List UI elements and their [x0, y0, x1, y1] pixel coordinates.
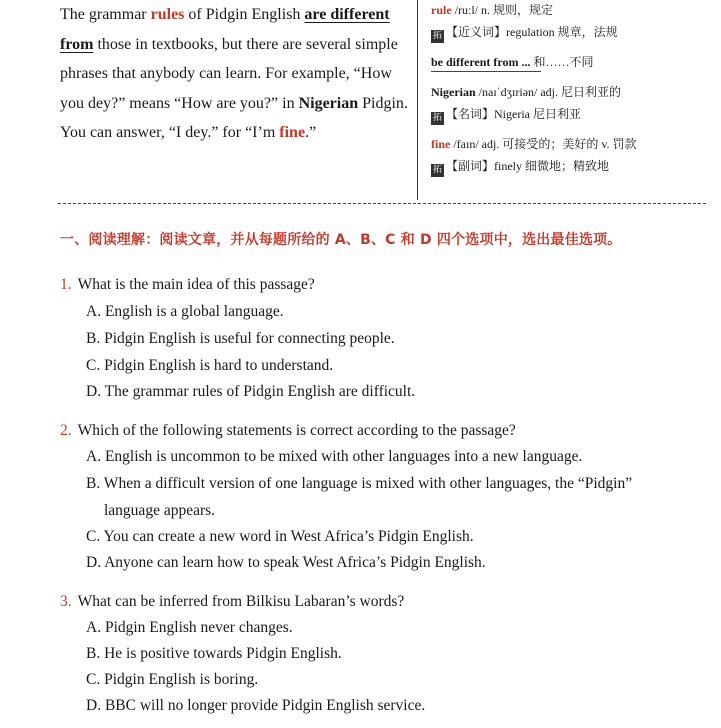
question-text: What is the main idea of this passage? [77, 276, 315, 293]
option-3a[interactable]: A. Pidgin English never changes. [86, 619, 293, 636]
question-number: 3. [60, 593, 72, 610]
passage-line [60, 0, 408, 30]
passage-line [60, 89, 408, 119]
glossary-fine-entry [431, 137, 637, 151]
glossary-def: /naɪˈdʒɪriən/ adj. 尼日利亚的 [475, 85, 621, 99]
tag-icon: 拓 [432, 165, 442, 175]
passage-text: The grammar [60, 6, 151, 23]
option-1d[interactable]: D. The grammar rules of Pidgin English are difficult. [86, 383, 416, 400]
question-number: 1. [60, 276, 72, 293]
glossary-word: fine [431, 137, 451, 151]
option-3c[interactable]: C. Pidgin English is boring. [86, 671, 259, 688]
option-2b-continued: language appears. [104, 502, 216, 519]
option-2a[interactable]: A. English is uncommon to be mixed with other languages into a new language. [86, 448, 583, 465]
passage-text: from [60, 35, 94, 53]
option-3b[interactable]: B. He is positive towards Pidgin English. [86, 645, 342, 662]
glossary-word: Nigerian [431, 85, 476, 99]
passage-text: those in textbooks, but there are several simple [93, 35, 398, 53]
option-1b[interactable]: B. Pidgin English is useful for connecting people. [86, 330, 395, 347]
option-1a[interactable]: A. English is a global language. [86, 303, 284, 320]
glossary-word: rule [431, 3, 452, 17]
section-instruction: 一、阅读理解：阅读文章，并从每题所给的 A、B、C 和 D 四个选项中，选出最佳选项。 [60, 232, 622, 248]
tag-icon: 拓 [432, 113, 442, 123]
option-3d[interactable]: D. BBC will no longer provide Pidgin English service. [86, 697, 426, 714]
glossary-def: /ruːl/ n. 规则，规定 [451, 3, 554, 17]
glossary-extra: 【副词】finely 细微地；精致地 [446, 159, 609, 173]
passage-text: fine [279, 124, 306, 141]
question-3 [60, 593, 404, 611]
glossary-extra: 【名词】Nigeria 尼日利亚 [446, 107, 581, 121]
passage-text: of Pidgin English [184, 6, 305, 23]
glossary-nigerian-extra [431, 107, 581, 125]
question-number: 2. [60, 422, 72, 439]
glossary-rule-extra [431, 25, 618, 43]
passage-text: rules [150, 6, 185, 23]
column-divider [417, 0, 418, 200]
passage-text: phrases that anybody can learn. For example, “How [60, 65, 392, 82]
glossary-def: /faɪn/ adj. 可接受的；美好的 v. 罚款 [450, 137, 637, 151]
tag-icon: 拓 [432, 31, 442, 41]
glossary-phrase-entry [431, 55, 594, 69]
option-2d[interactable]: D. Anyone can learn how to speak West Africa’s Pidgin English. [86, 554, 486, 571]
question-text: What can be inferred from Bilkisu Labaran’s words? [77, 593, 405, 610]
question-1 [60, 276, 315, 294]
glossary-def: 和……不同 [530, 55, 594, 69]
passage [60, 0, 408, 148]
passage-text: You can answer, “I dey.” for “I’m [60, 124, 280, 141]
passage-text: are different [304, 6, 390, 23]
glossary-rule-entry [431, 3, 553, 17]
passage-text: you dey?” means “How are you?” in [60, 94, 299, 112]
glossary-extra: 【近义词】regulation 规章，法规 [446, 25, 618, 39]
passage-line [60, 118, 408, 148]
passage-text: Pidgin. [358, 94, 408, 112]
phrase-underline [431, 71, 541, 72]
section-separator [58, 203, 706, 204]
option-2b[interactable]: B. When a difficult version of one language is mixed with other languages, the “Pidgin” [86, 475, 633, 492]
option-2c[interactable]: C. You can create a new word in West Africa’s Pidgin English. [86, 528, 474, 545]
option-1c[interactable]: C. Pidgin English is hard to understand. [86, 357, 334, 374]
passage-text: Nigerian [298, 94, 359, 112]
question-2 [60, 422, 516, 440]
passage-line [60, 59, 408, 89]
question-text: Which of the following statements is correct according to the passage? [77, 422, 516, 439]
glossary-nigerian-entry [431, 85, 621, 99]
glossary-word: be different from ... [431, 55, 531, 69]
passage-text: .” [305, 124, 317, 141]
passage-line [60, 30, 408, 60]
glossary-fine-extra [431, 159, 609, 177]
